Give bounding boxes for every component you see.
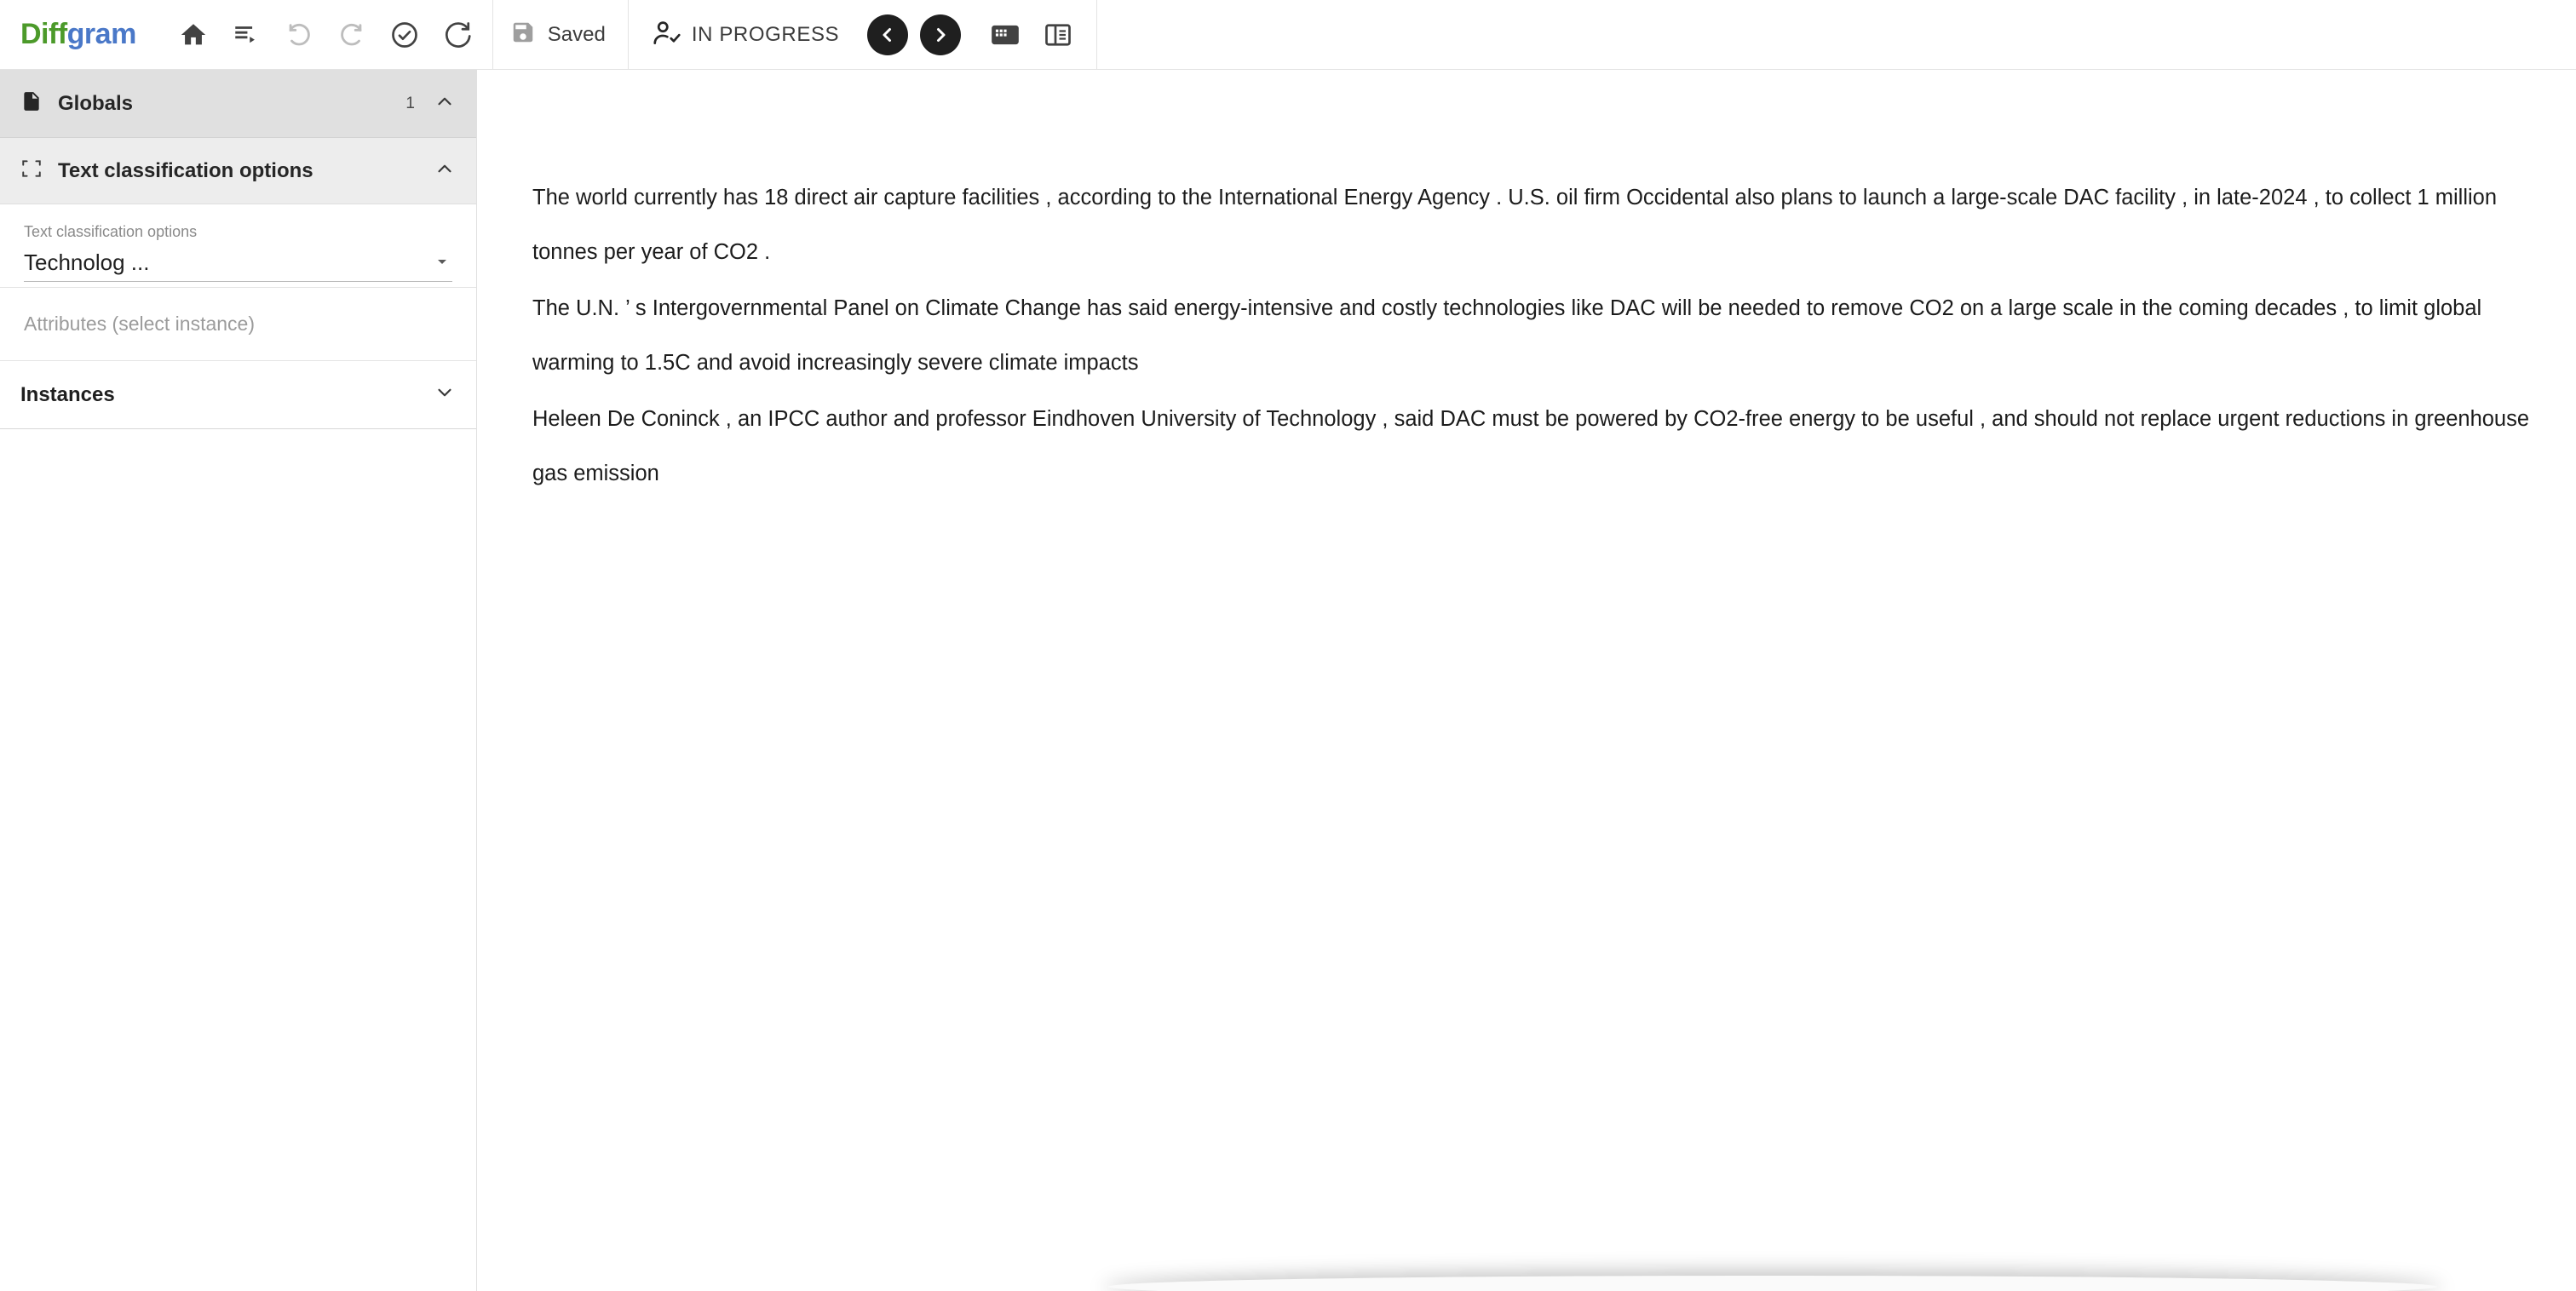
- document-text: [478, 70, 2576, 501]
- attributes-placeholder-label: Attributes (select instance): [24, 313, 256, 335]
- logo-text-first: Diff: [20, 18, 67, 50]
- redo-icon[interactable]: [325, 9, 378, 61]
- top-toolbar: [0, 0, 2576, 70]
- chevron-up-icon[interactable]: [434, 158, 456, 184]
- keyboard-icon[interactable]: [979, 9, 1032, 61]
- previous-icon[interactable]: [867, 14, 908, 55]
- undo-icon[interactable]: [273, 9, 325, 61]
- selection-box-icon: [20, 158, 43, 184]
- globals-count-badge: 1: [405, 94, 415, 112]
- task-status-label: IN PROGRESS: [691, 22, 840, 46]
- home-icon[interactable]: [167, 9, 220, 61]
- globals-title: Globals: [58, 91, 134, 115]
- paragraph[interactable]: Heleen De Coninck , an IPCC author and professor Eindhoven University of Technology , said DAC must be powered by CO2-free energy to be useful , and should not replace urgent reductions in greenhouse gas emission: [532, 407, 2530, 485]
- chevron-down-icon[interactable]: [434, 382, 456, 408]
- page-bottom-shadow: [1108, 1276, 2437, 1291]
- text-classification-panel-header[interactable]: [0, 138, 476, 204]
- next-icon[interactable]: [920, 14, 961, 55]
- toolbar-divider-3: [1096, 0, 1097, 70]
- chevron-down-icon[interactable]: [432, 251, 452, 276]
- paragraph[interactable]: The U.N. ’ s Intergovernmental Panel on Climate Change has said energy-intensive and costly technologies like DAC will be needed to remove CO2 on a large scale in the coming decades , to limit global warming to 1.5C and avoid increasingly severe climate impacts: [532, 296, 2482, 375]
- text-classification-field-value: Technolog ...: [24, 250, 150, 275]
- text-classification-select[interactable]: [0, 204, 476, 288]
- instances-panel-header[interactable]: [0, 361, 476, 429]
- text-classification-field-label: Text classification options: [24, 223, 198, 240]
- document-canvas[interactable]: [478, 70, 2576, 1291]
- paragraph[interactable]: The world currently has 18 direct air capture facilities , according to the International Energy Agency . U.S. oil firm Occidental also plans to launch a large-scale DAC facility , in late-2024 , to collect 1 million tonnes per year of CO2 .: [532, 186, 2498, 264]
- instances-title: Instances: [20, 382, 115, 406]
- attributes-placeholder[interactable]: [0, 288, 476, 361]
- app-logo[interactable]: [20, 18, 136, 51]
- task-list-icon[interactable]: [220, 9, 273, 61]
- file-icon: [20, 90, 43, 117]
- toggle-panel-icon[interactable]: [1032, 9, 1084, 61]
- mark-complete-icon[interactable]: [378, 9, 431, 61]
- save-icon: [510, 20, 536, 49]
- globals-panel-header[interactable]: [0, 70, 476, 138]
- toolbar-divider-1: [492, 0, 493, 70]
- person-check-icon: [651, 16, 683, 53]
- save-status-group[interactable]: [502, 20, 628, 49]
- task-status-group[interactable]: [629, 16, 861, 53]
- refresh-icon[interactable]: [431, 9, 484, 61]
- text-classification-title: Text classification options: [58, 158, 313, 182]
- saved-label: Saved: [547, 22, 606, 46]
- logo-text-second: gram: [66, 18, 136, 50]
- chevron-up-icon[interactable]: [434, 90, 456, 117]
- left-sidebar: [0, 70, 477, 1291]
